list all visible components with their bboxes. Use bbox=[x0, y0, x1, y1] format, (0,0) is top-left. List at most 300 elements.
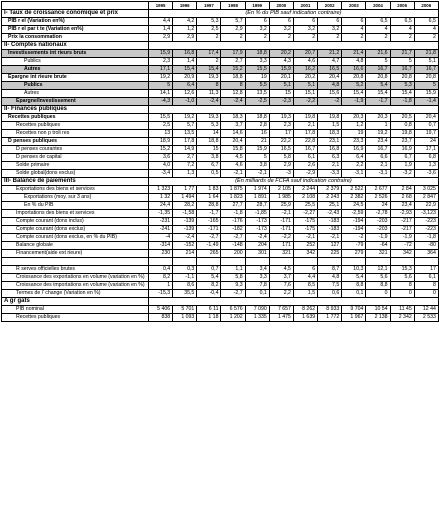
value-cell: 1,2 bbox=[342, 122, 366, 130]
table-row bbox=[2, 274, 439, 282]
value-cell: 1,4 bbox=[149, 26, 173, 34]
value-cell: -194 bbox=[342, 226, 366, 234]
value-cell: -2,1 bbox=[245, 170, 269, 178]
value-cell: -1,8 bbox=[221, 210, 245, 218]
value-cell: 1 967 bbox=[342, 314, 366, 322]
value-cell: 25,1 bbox=[318, 202, 342, 210]
header-year-cell: 2000 bbox=[269, 2, 293, 10]
value-cell: -2,93 bbox=[390, 210, 414, 218]
value-cell: 1 83 bbox=[197, 186, 221, 194]
value-cell: 19,7 bbox=[414, 130, 438, 138]
section-title: A gr gats bbox=[2, 298, 149, 306]
value-cell: 2,2 bbox=[269, 290, 293, 298]
value-cell: 3,8 bbox=[197, 154, 221, 162]
value-cell: 15,4 bbox=[366, 90, 390, 98]
value-cell: -203 bbox=[366, 218, 390, 226]
value-cell: 15,5 bbox=[149, 114, 173, 122]
value-cell: 3,2 bbox=[269, 26, 293, 34]
value-cell: -2,1 bbox=[269, 210, 293, 218]
value-cell: 2 108 bbox=[293, 194, 317, 202]
value-cell: 838 bbox=[149, 314, 173, 322]
header-year-cell: 1996 bbox=[173, 2, 197, 10]
value-cell: 1 202 bbox=[221, 314, 245, 322]
value-cell: 15,4 bbox=[197, 66, 221, 74]
value-cell: 2 138 bbox=[366, 314, 390, 322]
value-cell: 12,8 bbox=[221, 90, 245, 98]
table-row bbox=[2, 202, 439, 210]
value-cell: -175 bbox=[293, 226, 317, 234]
value-cell: 23,1 bbox=[318, 138, 342, 146]
value-cell: 204 bbox=[245, 242, 269, 250]
value-cell: 28,7 bbox=[245, 202, 269, 210]
value-cell: 3,8 bbox=[245, 162, 269, 170]
row-label: Recettes publiques bbox=[2, 122, 149, 130]
value-cell: 15,4 bbox=[390, 90, 414, 98]
value-cell: 7 090 bbox=[245, 306, 269, 314]
value-cell: -183 bbox=[318, 226, 342, 234]
value-cell: 8,2 bbox=[149, 274, 173, 282]
value-cell: 2 243 bbox=[318, 194, 342, 202]
value-cell: -175 bbox=[293, 218, 317, 226]
row-label: Publics bbox=[2, 58, 149, 66]
value-cell: 0 bbox=[366, 290, 390, 298]
value-cell: 3,4 bbox=[245, 266, 269, 274]
value-cell: 2 bbox=[197, 58, 221, 66]
value-cell: -171 bbox=[197, 226, 221, 234]
value-cell: 2 677 bbox=[366, 186, 390, 194]
value-cell: 20,5 bbox=[390, 114, 414, 122]
value-cell: 5,7 bbox=[173, 122, 197, 130]
section-title: II- Finances publiques bbox=[2, 106, 149, 114]
value-cell: 15,1 bbox=[293, 90, 317, 98]
value-cell: -1,0 bbox=[173, 98, 197, 106]
table-row bbox=[2, 186, 439, 194]
value-cell: 3,6 bbox=[149, 154, 173, 162]
header-year-cell: 2001 bbox=[293, 2, 317, 10]
value-cell: 2 244 bbox=[293, 186, 317, 194]
value-cell: 18,8 bbox=[197, 138, 221, 146]
value-cell: -217 bbox=[390, 226, 414, 234]
value-cell: 5 bbox=[245, 154, 269, 162]
value-cell: 2,1 bbox=[366, 162, 390, 170]
value-cell: -139 bbox=[173, 218, 197, 226]
value-cell: -3 bbox=[269, 170, 293, 178]
section-title: II- Comptes nationaux bbox=[2, 42, 149, 50]
section-unit-note: (En % du PIB sauf indication contraire) bbox=[149, 10, 439, 18]
row-label: Termes de l' change (Variation en %) bbox=[2, 290, 149, 298]
value-cell bbox=[366, 258, 390, 266]
value-cell: 4,0 bbox=[149, 162, 173, 170]
value-cell: 7,8 bbox=[245, 282, 269, 290]
value-cell: 17,8 bbox=[173, 138, 197, 146]
value-cell: -231 bbox=[149, 218, 173, 226]
value-cell: 19,3 bbox=[197, 74, 221, 82]
row-label: Solde primaire bbox=[2, 162, 149, 170]
value-cell: 214 bbox=[173, 250, 197, 258]
value-cell: 27,7 bbox=[221, 202, 245, 210]
value-cell: -183 bbox=[318, 218, 342, 226]
value-cell: -2,3 bbox=[269, 98, 293, 106]
table-row bbox=[2, 18, 439, 26]
value-cell: 19,2 bbox=[366, 130, 390, 138]
value-cell: 0 bbox=[414, 290, 438, 298]
value-cell: 16 bbox=[245, 130, 269, 138]
value-cell: 18,3 bbox=[318, 130, 342, 138]
value-cell: 4,7 bbox=[318, 58, 342, 66]
value-cell: 7,5 bbox=[318, 282, 342, 290]
table-row bbox=[2, 250, 439, 258]
value-cell: 5,5 bbox=[245, 82, 269, 90]
value-cell: 25,5 bbox=[293, 202, 317, 210]
value-cell: 21,7 bbox=[390, 50, 414, 58]
row-label: Recettes non p troli res bbox=[2, 130, 149, 138]
value-cell: 28,2 bbox=[173, 202, 197, 210]
value-cell: 2,6 bbox=[293, 162, 317, 170]
row-label: Financement(aide ext rieure) bbox=[2, 250, 149, 258]
table-row bbox=[2, 162, 439, 170]
value-cell: 2,9 bbox=[173, 34, 197, 42]
value-cell: 5,3 bbox=[197, 18, 221, 26]
row-label: Exportations des biens et services bbox=[2, 186, 149, 194]
value-cell: 2 bbox=[197, 34, 221, 42]
value-cell: 4 bbox=[390, 26, 414, 34]
value-cell: 20,7 bbox=[293, 50, 317, 58]
row-label: Croissance des importations en volume (variation en %) bbox=[2, 282, 149, 290]
value-cell: 4,8 bbox=[318, 274, 342, 282]
value-cell: 265 bbox=[197, 250, 221, 258]
value-cell: 6 bbox=[318, 18, 342, 26]
value-cell bbox=[269, 258, 293, 266]
value-cell: 5,8 bbox=[269, 154, 293, 162]
section-unit-note bbox=[149, 106, 439, 114]
value-cell: 14,6 bbox=[221, 130, 245, 138]
value-cell: 0,3 bbox=[173, 266, 197, 274]
value-cell: 6,7 bbox=[197, 162, 221, 170]
header-row bbox=[2, 2, 439, 10]
value-cell: 18,9 bbox=[149, 138, 173, 146]
value-cell: 1 823 bbox=[221, 194, 245, 202]
value-cell: -2,7 bbox=[221, 234, 245, 242]
value-cell: 18,8 bbox=[245, 50, 269, 58]
value-cell: 16,2 bbox=[293, 66, 317, 74]
value-cell: 2 bbox=[390, 34, 414, 42]
value-cell: 342 bbox=[390, 250, 414, 258]
value-cell: 2 bbox=[342, 34, 366, 42]
value-cell: 35,5 bbox=[173, 290, 197, 298]
value-cell: 25,9 bbox=[269, 202, 293, 210]
value-cell: 11,3 bbox=[197, 90, 221, 98]
row-label: D penses courantes bbox=[2, 146, 149, 154]
row-label: Epargne int rieure brute bbox=[2, 74, 149, 82]
value-cell: 4,2 bbox=[173, 18, 197, 26]
value-cell: -182 bbox=[221, 226, 245, 234]
value-cell: 2,1 bbox=[318, 162, 342, 170]
value-cell bbox=[173, 258, 197, 266]
section-unit-note bbox=[149, 42, 439, 50]
value-cell: -2,43 bbox=[318, 210, 342, 218]
row-label: D penses de capital bbox=[2, 154, 149, 162]
value-cell: 8,8 bbox=[366, 282, 390, 290]
row-label: Autres bbox=[2, 66, 149, 74]
value-cell: 2 bbox=[245, 34, 269, 42]
value-cell: 16,5 bbox=[269, 146, 293, 154]
value-cell: 1 64 bbox=[197, 194, 221, 202]
value-cell: 364 bbox=[414, 250, 438, 258]
value-cell: 5,4 bbox=[197, 274, 221, 282]
value-cell: 1,1 bbox=[221, 266, 245, 274]
value-cell: 6 bbox=[293, 18, 317, 26]
value-cell: -2,7 bbox=[221, 290, 245, 298]
value-cell: 15,9 bbox=[414, 90, 438, 98]
value-cell: -2,2 bbox=[293, 98, 317, 106]
value-cell: 16,7 bbox=[414, 66, 438, 74]
value-cell: -171 bbox=[269, 226, 293, 234]
row-label: Epargne/Investissement bbox=[2, 98, 149, 106]
value-cell: 0,8 bbox=[390, 122, 414, 130]
table-row bbox=[2, 170, 439, 178]
value-cell: 28,8 bbox=[197, 202, 221, 210]
value-cell: 0,6 bbox=[318, 290, 342, 298]
value-cell: 1 77 bbox=[173, 186, 197, 194]
value-cell: -223 bbox=[414, 226, 438, 234]
value-cell: 2 105 bbox=[269, 186, 293, 194]
value-cell: -79 bbox=[342, 242, 366, 250]
row-label: Recettes publiques bbox=[2, 114, 149, 122]
value-cell: 24,4 bbox=[149, 202, 173, 210]
value-cell: 20,4 bbox=[221, 138, 245, 146]
value-cell: 5,7 bbox=[221, 18, 245, 26]
value-cell: 2 bbox=[366, 34, 390, 42]
value-cell: 1 985 bbox=[269, 194, 293, 202]
value-cell: 6,7 bbox=[390, 154, 414, 162]
table-row bbox=[2, 210, 439, 218]
value-cell bbox=[197, 258, 221, 266]
value-cell: 19,8 bbox=[318, 114, 342, 122]
table-row bbox=[2, 114, 439, 122]
value-cell: 19,3 bbox=[269, 114, 293, 122]
value-cell: 5,4 bbox=[366, 82, 390, 90]
value-cell: 17,1 bbox=[414, 146, 438, 154]
value-cell: -3,1 bbox=[366, 170, 390, 178]
value-cell: -314 bbox=[149, 242, 173, 250]
value-cell: 6,1 bbox=[414, 274, 438, 282]
header-year-cell: 2006 bbox=[414, 2, 438, 10]
value-cell: -1,8 bbox=[390, 98, 414, 106]
value-cell: -2,1 bbox=[318, 234, 342, 242]
value-cell: 0,5 bbox=[197, 170, 221, 178]
value-cell: 3,3 bbox=[245, 58, 269, 66]
value-cell: 16,6 bbox=[342, 66, 366, 74]
value-cell: -171 bbox=[269, 218, 293, 226]
value-cell: 16,7 bbox=[293, 146, 317, 154]
value-cell: -139 bbox=[173, 226, 197, 234]
row-label: PIB nominal bbox=[2, 306, 149, 314]
section-title-row bbox=[2, 10, 439, 18]
value-cell: 20,8 bbox=[366, 74, 390, 82]
value-cell: 15,3 bbox=[390, 266, 414, 274]
value-cell: 24 bbox=[366, 202, 390, 210]
table-row bbox=[2, 50, 439, 58]
value-cell: 15 bbox=[269, 90, 293, 98]
value-cell: 321 bbox=[366, 250, 390, 258]
table-row bbox=[2, 314, 439, 322]
value-cell: 8,6 bbox=[173, 282, 197, 290]
header-year-cell: 2002 bbox=[318, 2, 342, 10]
value-cell: -1,35 bbox=[149, 210, 173, 218]
value-cell bbox=[221, 258, 245, 266]
value-cell: 14 bbox=[197, 130, 221, 138]
value-cell: 3,7 bbox=[269, 274, 293, 282]
value-cell: 8 bbox=[197, 82, 221, 90]
table-row bbox=[2, 122, 439, 130]
section-title-row bbox=[2, 42, 439, 50]
value-cell: 5,1 bbox=[293, 82, 317, 90]
value-cell: -4,3 bbox=[149, 98, 173, 106]
value-cell: 22,9 bbox=[414, 202, 438, 210]
value-cell: 2,8 bbox=[245, 122, 269, 130]
value-cell: 21,2 bbox=[318, 50, 342, 58]
value-cell: -1,1 bbox=[173, 274, 197, 282]
value-cell: 2,5 bbox=[197, 26, 221, 34]
section-unit-note: (En milliards de FCFA sauf indication contraire) bbox=[149, 178, 439, 186]
value-cell: -241 bbox=[149, 226, 173, 234]
value-cell: 0,1 bbox=[342, 290, 366, 298]
table-row bbox=[2, 154, 439, 162]
value-cell: 1,5 bbox=[293, 290, 317, 298]
value-cell: 230 bbox=[149, 250, 173, 258]
value-cell: -3,1 bbox=[342, 170, 366, 178]
value-cell: 22,8 bbox=[293, 138, 317, 146]
value-cell: 3,2 bbox=[318, 26, 342, 34]
value-cell: 19,8 bbox=[293, 114, 317, 122]
value-cell: 342 bbox=[293, 250, 317, 258]
value-cell: 1 335 bbox=[245, 314, 269, 322]
row-label: PIB r el par t te (Variation en%) bbox=[2, 26, 149, 34]
value-cell: 6,4 bbox=[173, 82, 197, 90]
value-cell: 5,6 bbox=[390, 274, 414, 282]
value-cell: 19,2 bbox=[149, 74, 173, 82]
value-cell: -173 bbox=[245, 226, 269, 234]
value-cell: 2,9 bbox=[221, 26, 245, 34]
value-cell: 1 494 bbox=[173, 194, 197, 202]
value-cell: 5,1 bbox=[414, 58, 438, 66]
value-cell: 8 262 bbox=[293, 306, 317, 314]
value-cell: 7,6 bbox=[269, 282, 293, 290]
value-cell: 16,8 bbox=[173, 50, 197, 58]
value-cell: 8 bbox=[221, 82, 245, 90]
value-cell: -1,8 bbox=[414, 234, 438, 242]
table-row bbox=[2, 58, 439, 66]
value-cell: 19,2 bbox=[173, 114, 197, 122]
table-row bbox=[2, 130, 439, 138]
value-cell: 5,4 bbox=[342, 274, 366, 282]
value-cell: 2 342 bbox=[390, 314, 414, 322]
value-cell: -1,9 bbox=[366, 234, 390, 242]
value-cell: 1,4 bbox=[173, 58, 197, 66]
value-cell: 1 875 bbox=[221, 186, 245, 194]
value-cell: 16,7 bbox=[390, 66, 414, 74]
value-cell: 4 bbox=[366, 26, 390, 34]
value-cell: 5 701 bbox=[173, 306, 197, 314]
value-cell: 8 933 bbox=[318, 306, 342, 314]
value-cell: 4,8 bbox=[342, 58, 366, 66]
value-cell: 16,5 bbox=[318, 66, 342, 74]
value-cell: 15,9 bbox=[245, 146, 269, 154]
value-cell: 301 bbox=[245, 250, 269, 258]
value-cell: 13,5 bbox=[245, 90, 269, 98]
value-cell: 1 475 bbox=[269, 314, 293, 322]
value-cell: 252 bbox=[293, 242, 317, 250]
value-cell: -1,9 bbox=[342, 98, 366, 106]
header-year-cell: 1998 bbox=[221, 2, 245, 10]
value-cell: 0,7 bbox=[414, 122, 438, 130]
value-cell bbox=[149, 258, 173, 266]
value-cell: 4,6 bbox=[221, 162, 245, 170]
value-cell: 2 bbox=[269, 34, 293, 42]
table-row bbox=[2, 34, 439, 42]
value-cell: 4,6 bbox=[293, 58, 317, 66]
value-cell: 16,9 bbox=[390, 146, 414, 154]
value-cell: 1 32 bbox=[149, 194, 173, 202]
value-cell: 1,9 bbox=[390, 162, 414, 170]
value-cell: 6 bbox=[342, 18, 366, 26]
value-cell: 171 bbox=[269, 242, 293, 250]
value-cell: 14,9 bbox=[173, 146, 197, 154]
value-cell: 11 45 bbox=[390, 306, 414, 314]
value-cell: 2,5 bbox=[149, 122, 173, 130]
value-cell: 2,9 bbox=[269, 162, 293, 170]
value-cell: 20,3 bbox=[342, 114, 366, 122]
value-cell: 3,2 bbox=[293, 26, 317, 34]
value-cell: 16,7 bbox=[366, 66, 390, 74]
value-cell: -2,4 bbox=[197, 98, 221, 106]
value-cell: 20,2 bbox=[269, 50, 293, 58]
value-cell: 23,4 bbox=[366, 138, 390, 146]
value-cell: 7,2 bbox=[173, 162, 197, 170]
value-cell: 15,4 bbox=[342, 90, 366, 98]
value-cell: 4 bbox=[414, 26, 438, 34]
table-row bbox=[2, 138, 439, 146]
value-cell: 17 bbox=[269, 130, 293, 138]
value-cell: 19,8 bbox=[390, 130, 414, 138]
value-cell: 17,4 bbox=[197, 50, 221, 58]
header-blank-cell bbox=[2, 2, 149, 10]
row-label: Importations des biens et services bbox=[2, 210, 149, 218]
value-cell: 6,8 bbox=[414, 154, 438, 162]
row-label: Compte courant (dons exclus, en % du PIB) bbox=[2, 234, 149, 242]
table-row bbox=[2, 82, 439, 90]
value-cell: 17,8 bbox=[293, 130, 317, 138]
table-row bbox=[2, 290, 439, 298]
value-cell: -2,27 bbox=[293, 210, 317, 218]
value-cell: 5 bbox=[414, 82, 438, 90]
value-cell: 6 bbox=[293, 266, 317, 274]
value-cell: 4 bbox=[342, 26, 366, 34]
value-cell: -165 bbox=[197, 218, 221, 226]
value-cell: -2,1 bbox=[221, 170, 245, 178]
value-cell: 5 bbox=[366, 58, 390, 66]
row-label: R serves officielles brutes bbox=[2, 266, 149, 274]
value-cell: 8 bbox=[414, 282, 438, 290]
row-label: Solde global(dons exclus) bbox=[2, 170, 149, 178]
value-cell: 19,3 bbox=[197, 114, 221, 122]
value-cell: 21,4 bbox=[342, 50, 366, 58]
table-row bbox=[2, 234, 439, 242]
value-cell: 2 847 bbox=[414, 194, 438, 202]
section-unit-note bbox=[149, 298, 439, 306]
value-cell: 1 891 bbox=[245, 194, 269, 202]
value-cell: 0,4 bbox=[149, 266, 173, 274]
